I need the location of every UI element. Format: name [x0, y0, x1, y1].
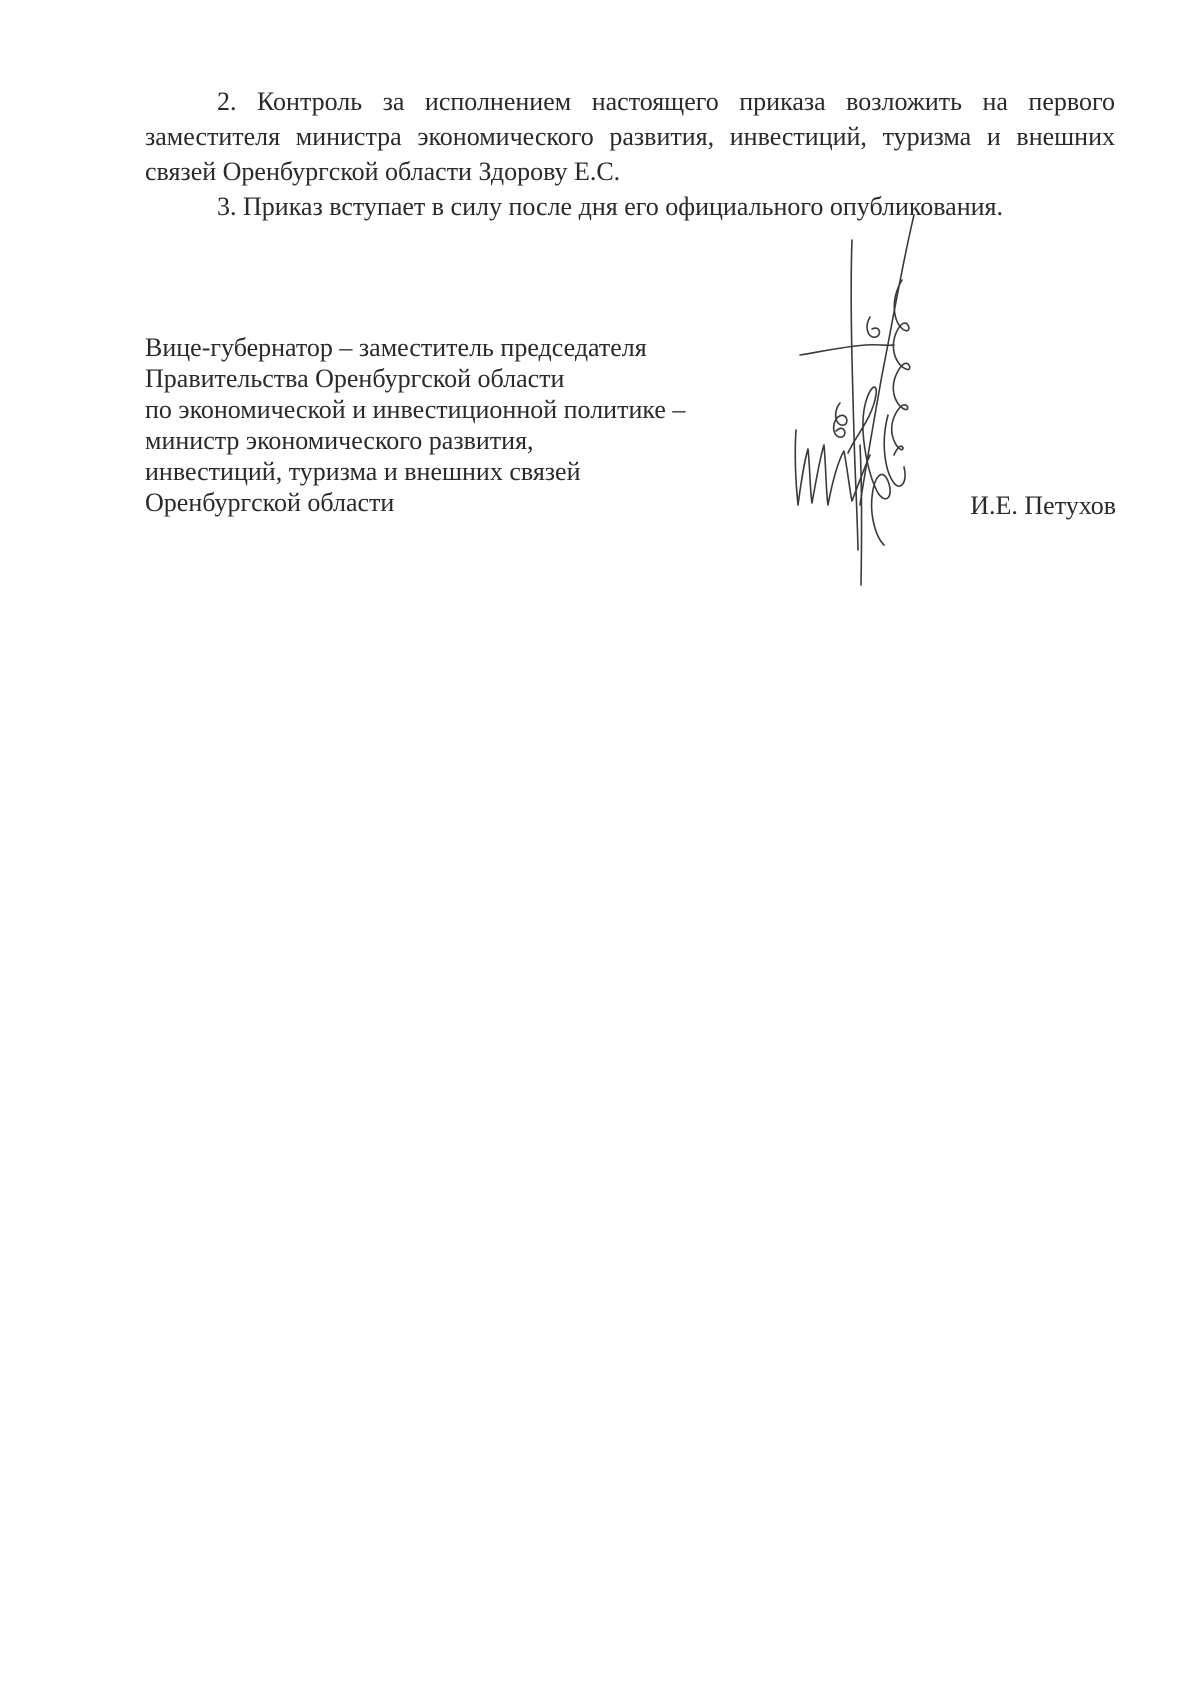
signatory-title-line: инвестиций, туризма и внешних связей — [145, 457, 581, 486]
signer-name: И.Е. Петухов — [970, 491, 1116, 520]
signatory-title-line: министр экономического развития, — [145, 426, 534, 455]
signatory-title-line: Оренбургской области — [145, 488, 395, 517]
paragraph-effective-clause: 3. Приказ вступает в силу после дня его официального опубликования. — [217, 192, 1003, 221]
signatory-title-line: Вице-губернатор – заместитель председателя — [145, 333, 647, 362]
paragraph-control-clause: 2. Контроль за исполнением настоящего приказа возложить на первого заместителя министра экономического развития, инвестиций, туризма и внешних связей Оренбургской области Здорову Е.С. — [145, 87, 1115, 186]
signatory-title-block — [145, 332, 785, 518]
order-body — [145, 84, 1115, 224]
handwritten-signature — [790, 205, 950, 595]
signatory-title-line: Правительства Оренбургской области — [145, 364, 565, 393]
signature-icon — [790, 205, 950, 595]
signatory-title-line: по экономической и инвестиционной политике – — [145, 395, 686, 424]
